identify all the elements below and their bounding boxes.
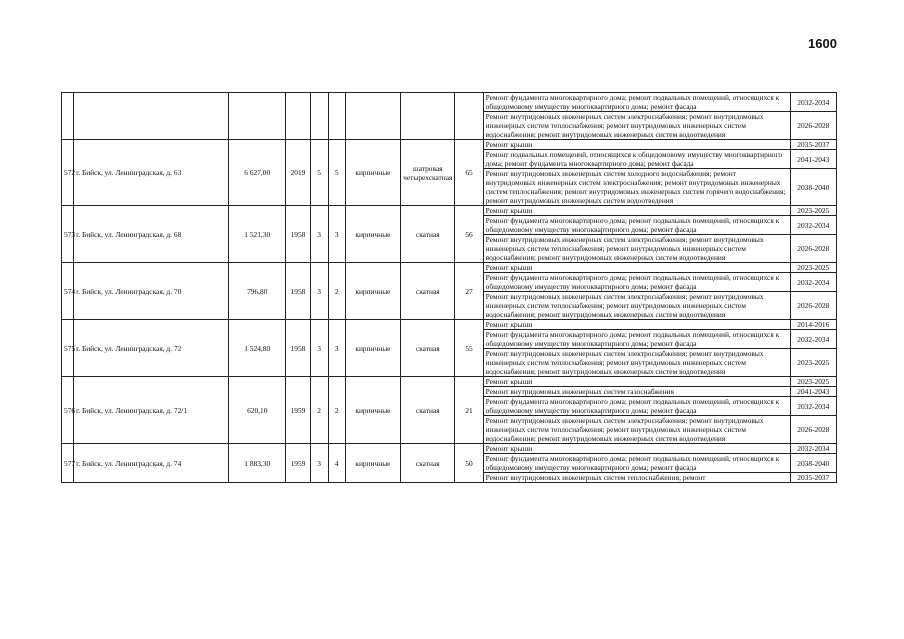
wear-percent: 56 bbox=[455, 206, 483, 263]
table-row bbox=[62, 206, 837, 216]
work-description: Ремонт подвальных помещений, относящихся к общедомовому имуществу многоквартирного дома; ремонт фундамента многоквартирного дома; ремонт фасада bbox=[483, 150, 790, 169]
wall-material: кирпичные bbox=[345, 444, 400, 483]
building-entrances: 3 bbox=[328, 206, 345, 263]
empty-cell bbox=[310, 93, 328, 140]
building-year: 2019 bbox=[286, 140, 310, 206]
wall-material: кирпичные bbox=[345, 320, 400, 377]
table-row bbox=[62, 140, 837, 150]
building-year: 1958 bbox=[286, 206, 310, 263]
wear-percent: 65 bbox=[455, 140, 483, 206]
work-description: Ремонт внутридомовых инженерных систем электроснабжения; ремонт внутридомовых инженерных систем теплоснабжения; ремонт внутридомовых инженерных систем водоснабжения; ремонт внутридомовых инженерных систем водоотведения bbox=[483, 235, 790, 263]
building-floors: 3 bbox=[310, 444, 328, 483]
building-floors: 3 bbox=[310, 206, 328, 263]
building-address: г. Бийск, ул. Ленинградская, д. 63 bbox=[74, 140, 229, 206]
table-row bbox=[62, 263, 837, 273]
work-period: 2023-2025 bbox=[790, 377, 836, 387]
building-address: г. Бийск, ул. Ленинградская, д. 74 bbox=[74, 444, 229, 483]
table-row bbox=[62, 377, 837, 387]
work-description: Ремонт внутридомовых инженерных систем электроснабжения; ремонт внутридомовых инженерных систем теплоснабжения; ремонт внутридомовых инженерных систем водоснабжения; ремонт внутридомовых инженерных систем водоотведения bbox=[483, 292, 790, 320]
work-description: Ремонт фундамента многоквартирного дома; ремонт подвальных помещений, относящихся к общедомовому имуществу многоквартирного дома; ремонт фасада bbox=[483, 330, 790, 349]
work-period: 2023-2025 bbox=[790, 206, 836, 216]
table-row bbox=[62, 93, 837, 112]
building-area: 6 627,00 bbox=[229, 140, 286, 206]
work-description: Ремонт фундамента многоквартирного дома; ремонт подвальных помещений, относящихся к общедомовому имуществу многоквартирного дома; ремонт фасада bbox=[483, 93, 790, 112]
empty-cell bbox=[345, 93, 400, 140]
work-description: Ремонт крыши bbox=[483, 444, 790, 454]
work-description: Ремонт внутридомовых инженерных систем электроснабжения; ремонт внутридомовых инженерных систем теплоснабжения; ремонт внутридомовых инженерных систем водоснабжения; ремонт внутридомовых инженерных систем водоотведения bbox=[483, 349, 790, 377]
work-period: 2026-2028 bbox=[790, 235, 836, 263]
work-description: Ремонт крыши bbox=[483, 140, 790, 150]
building-number: 572 bbox=[62, 140, 74, 206]
building-address: г. Бийск, ул. Ленинградская, д. 68 bbox=[74, 206, 229, 263]
building-number: 577 bbox=[62, 444, 74, 483]
roof-type: скатная bbox=[401, 377, 455, 444]
work-description: Ремонт крыши bbox=[483, 377, 790, 387]
work-period: 2035-2037 bbox=[790, 473, 836, 483]
roof-type: скатная bbox=[401, 444, 455, 483]
work-description: Ремонт фундамента многоквартирного дома; ремонт подвальных помещений, относящихся к общедомовому имуществу многоквартирного дома; ремонт фасада bbox=[483, 397, 790, 416]
building-area: 796,80 bbox=[229, 263, 286, 320]
work-period: 2041-2043 bbox=[790, 150, 836, 169]
work-period: 2035-2037 bbox=[790, 140, 836, 150]
work-period: 2032-2034 bbox=[790, 93, 836, 112]
work-period: 2023-2025 bbox=[790, 263, 836, 273]
building-year: 1958 bbox=[286, 263, 310, 320]
roof-type: шатровая четырехскатная bbox=[401, 140, 455, 206]
work-description: Ремонт внутридомовых инженерных систем электроснабжения; ремонт внутридомовых инженерных систем теплоснабжения; ремонт внутридомовых инженерных систем водоснабжения; ремонт внутридомовых инженерных систем водоотведения bbox=[483, 112, 790, 140]
building-address: г. Бийск, ул. Ленинградская, д. 72/1 bbox=[74, 377, 229, 444]
wear-percent: 27 bbox=[455, 263, 483, 320]
work-description: Ремонт крыши bbox=[483, 263, 790, 273]
work-period: 2032-2034 bbox=[790, 330, 836, 349]
building-number: 574 bbox=[62, 263, 74, 320]
work-description: Ремонт внутридомовых инженерных систем теплоснабжения; ремонт bbox=[483, 473, 790, 483]
wall-material: кирпичные bbox=[345, 377, 400, 444]
work-description: Ремонт фундамента многоквартирного дома; ремонт подвальных помещений, относящихся к общедомовому имуществу многоквартирного дома; ремонт фасада bbox=[483, 273, 790, 292]
page-number: 1600 bbox=[808, 36, 837, 51]
roof-type: скатная bbox=[401, 206, 455, 263]
work-period: 2026-2028 bbox=[790, 112, 836, 140]
building-number: 576 bbox=[62, 377, 74, 444]
wear-percent: 50 bbox=[455, 444, 483, 483]
roof-type: скатная bbox=[401, 263, 455, 320]
work-period: 2014-2016 bbox=[790, 320, 836, 330]
building-year: 1959 bbox=[286, 444, 310, 483]
wall-material: кирпичные bbox=[345, 140, 400, 206]
empty-cell bbox=[62, 93, 74, 140]
empty-cell bbox=[401, 93, 455, 140]
work-description: Ремонт фундамента многоквартирного дома; ремонт подвальных помещений, относящихся к общедомовому имуществу многоквартирного дома; ремонт фасада bbox=[483, 216, 790, 235]
wall-material: кирпичные bbox=[345, 263, 400, 320]
empty-cell bbox=[286, 93, 310, 140]
building-floors: 3 bbox=[310, 263, 328, 320]
work-period: 2038-2040 bbox=[790, 454, 836, 473]
empty-cell bbox=[74, 93, 229, 140]
work-description: Ремонт крыши bbox=[483, 320, 790, 330]
work-period: 2032-2034 bbox=[790, 397, 836, 416]
work-period: 2032-2034 bbox=[790, 216, 836, 235]
wall-material: кирпичные bbox=[345, 206, 400, 263]
wear-percent: 21 bbox=[455, 377, 483, 444]
building-floors: 2 bbox=[310, 377, 328, 444]
empty-cell bbox=[455, 93, 483, 140]
work-description: Ремонт внутридомовых инженерных систем электроснабжения; ремонт внутридомовых инженерных систем теплоснабжения; ремонт внутридомовых инженерных систем водоснабжения; ремонт внутридомовых инженерных систем водоотведения bbox=[483, 416, 790, 444]
work-period: 2032-2034 bbox=[790, 444, 836, 454]
registry-table bbox=[61, 92, 837, 483]
building-area: 620,10 bbox=[229, 377, 286, 444]
table-row bbox=[62, 444, 837, 454]
work-description: Ремонт крыши bbox=[483, 206, 790, 216]
work-period: 2038-2040 bbox=[790, 169, 836, 206]
building-year: 1959 bbox=[286, 377, 310, 444]
building-entrances: 5 bbox=[328, 140, 345, 206]
work-description: Ремонт фундамента многоквартирного дома; ремонт подвальных помещений, относящихся к общедомовому имуществу многоквартирного дома; ремонт фасада bbox=[483, 454, 790, 473]
work-period: 2026-2028 bbox=[790, 292, 836, 320]
building-area: 1 524,80 bbox=[229, 320, 286, 377]
building-floors: 3 bbox=[310, 320, 328, 377]
table-row bbox=[62, 320, 837, 330]
work-period: 2032-2034 bbox=[790, 273, 836, 292]
roof-type: скатная bbox=[401, 320, 455, 377]
building-entrances: 2 bbox=[328, 377, 345, 444]
building-address: г. Бийск, ул. Ленинградская, д. 70 bbox=[74, 263, 229, 320]
building-area: 1 883,30 bbox=[229, 444, 286, 483]
registry-table-body bbox=[62, 93, 837, 483]
building-entrances: 3 bbox=[328, 320, 345, 377]
work-period: 2041-2043 bbox=[790, 387, 836, 397]
empty-cell bbox=[229, 93, 286, 140]
wear-percent: 55 bbox=[455, 320, 483, 377]
building-year: 1958 bbox=[286, 320, 310, 377]
building-floors: 5 bbox=[310, 140, 328, 206]
work-period: 2026-2028 bbox=[790, 416, 836, 444]
work-description: Ремонт внутридомовых инженерных систем холодного водоснабжения; ремонт внутридомовых инженерных систем электроснабжения; ремонт внутридомовых инженерных систем теплоснабжения; ремонт внутридомовых инженерных систем горячего водоснабжения; ремонт внутридомовых инженерных систем водоотведения bbox=[483, 169, 790, 206]
building-address: г. Бийск, ул. Ленинградская, д. 72 bbox=[74, 320, 229, 377]
building-number: 573 bbox=[62, 206, 74, 263]
building-entrances: 4 bbox=[328, 444, 345, 483]
empty-cell bbox=[328, 93, 345, 140]
building-number: 575 bbox=[62, 320, 74, 377]
building-area: 1 521,30 bbox=[229, 206, 286, 263]
work-description: Ремонт внутридомовых инженерных систем газоснабжения bbox=[483, 387, 790, 397]
work-period: 2023-2025 bbox=[790, 349, 836, 377]
building-entrances: 2 bbox=[328, 263, 345, 320]
